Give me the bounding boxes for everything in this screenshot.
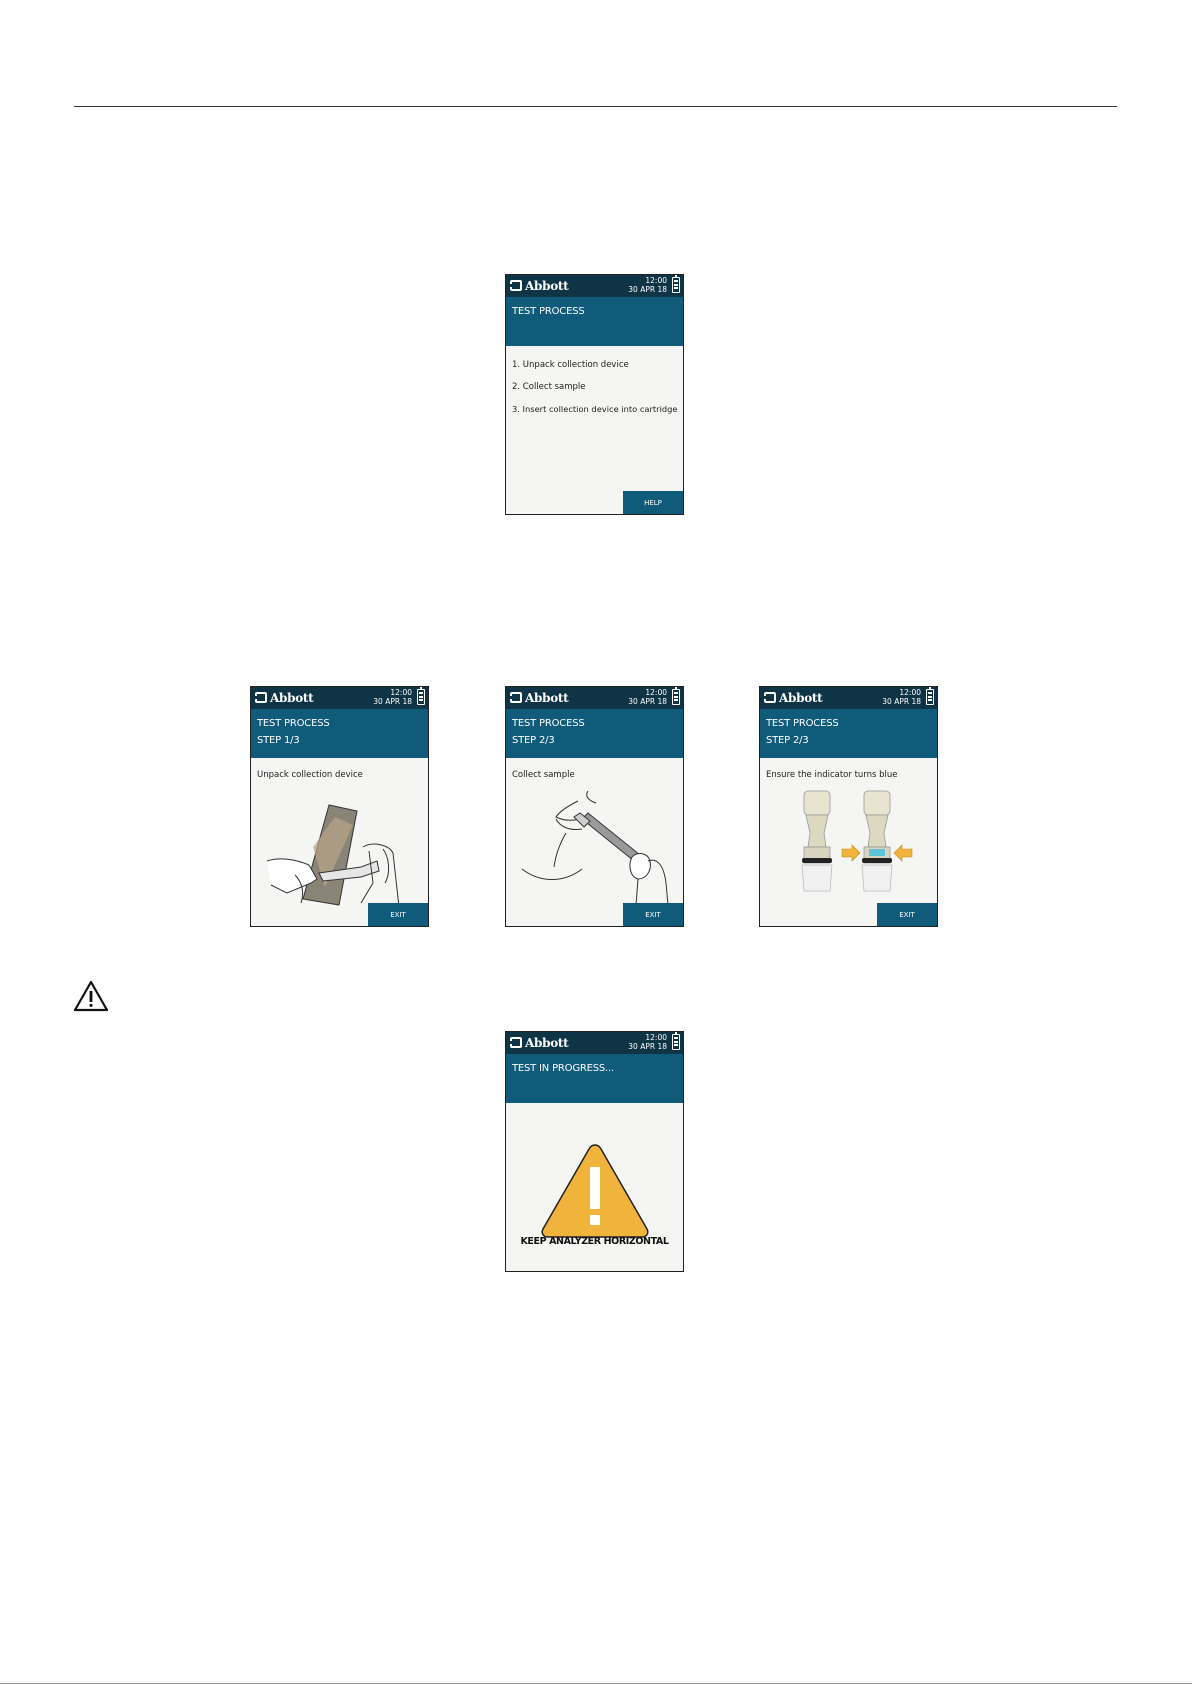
- battery-icon: [672, 1034, 680, 1050]
- step-item: 1. Unpack collection device: [512, 360, 629, 370]
- device-before: [802, 791, 832, 891]
- screen-test-in-progress: [505, 1031, 684, 1272]
- caution-triangle-icon: [73, 980, 109, 1012]
- help-button[interactable]: HELP: [623, 491, 683, 514]
- screen-title: TEST IN PROGRESS...: [512, 1063, 614, 1074]
- clock: [373, 689, 412, 706]
- date-label: 30 APR 18: [628, 284, 667, 294]
- battery-icon: [417, 689, 425, 705]
- instruction-text: Collect sample: [512, 770, 575, 780]
- status-bar: [506, 687, 683, 709]
- screen-title: TEST PROCESS: [257, 718, 330, 729]
- footer-rule: [0, 1683, 1192, 1684]
- screen-header: [506, 1054, 683, 1103]
- clock: [882, 689, 921, 706]
- arrow-right-icon: [842, 845, 860, 861]
- brand-label: Abbott: [525, 1035, 569, 1050]
- screen-header: [506, 297, 683, 346]
- clock: [628, 277, 667, 294]
- screen-header: [251, 709, 428, 758]
- exit-button[interactable]: EXIT: [623, 903, 683, 926]
- step-item: 3. Insert collection device into cartridge: [512, 404, 678, 414]
- abbott-logo-icon: [764, 690, 822, 705]
- time-label: 12:00: [645, 1033, 667, 1042]
- status-bar: [506, 275, 683, 297]
- unpack-pouch-illustration: [265, 787, 415, 907]
- step-counter: STEP 1/3: [257, 735, 300, 746]
- brand-label: Abbott: [779, 690, 823, 705]
- time-label: 12:00: [645, 688, 667, 697]
- screen-title: TEST PROCESS: [512, 718, 585, 729]
- battery-icon: [672, 689, 680, 705]
- screen-title: TEST PROCESS: [766, 718, 839, 729]
- indicator-blue-illustration: [780, 787, 920, 905]
- instruction-text: Unpack collection device: [257, 770, 363, 780]
- screen-title: TEST PROCESS: [512, 306, 585, 317]
- instruction-text: Ensure the indicator turns blue: [766, 770, 898, 780]
- abbott-logo-icon: [510, 1035, 568, 1050]
- date-label: 30 APR 18: [628, 696, 667, 706]
- screen-step-2-collect: [505, 686, 684, 927]
- device-after: [862, 791, 892, 891]
- exit-button[interactable]: EXIT: [877, 903, 937, 926]
- brand-label: Abbott: [270, 690, 314, 705]
- arrow-left-icon: [894, 845, 912, 861]
- step-counter: STEP 2/3: [766, 735, 809, 746]
- screen-step-2-indicator: [759, 686, 938, 927]
- header-rule: [74, 106, 1117, 107]
- abbott-logo-icon: [510, 278, 568, 293]
- abbott-logo-icon: [510, 690, 568, 705]
- time-label: 12:00: [390, 688, 412, 697]
- status-bar: [506, 1032, 683, 1054]
- status-bar: [251, 687, 428, 709]
- date-label: 30 APR 18: [628, 1041, 667, 1051]
- abbott-logo-icon: [255, 690, 313, 705]
- battery-icon: [672, 277, 680, 293]
- brand-label: Abbott: [525, 690, 569, 705]
- collect-sample-illustration: [520, 787, 670, 907]
- battery-icon: [926, 689, 934, 705]
- exit-button[interactable]: EXIT: [368, 903, 428, 926]
- warning-text: KEEP ANALYZER HORIZONTAL: [520, 1236, 669, 1247]
- status-bar: [760, 687, 937, 709]
- time-label: 12:00: [645, 276, 667, 285]
- date-label: 30 APR 18: [373, 696, 412, 706]
- screen-test-process-overview: [505, 274, 684, 515]
- step-counter: STEP 2/3: [512, 735, 555, 746]
- step-item: 2. Collect sample: [512, 382, 586, 392]
- screen-header: [760, 709, 937, 758]
- screen-header: [506, 709, 683, 758]
- clock: [628, 1034, 667, 1051]
- screen-step-1: [250, 686, 429, 927]
- brand-label: Abbott: [525, 278, 569, 293]
- warning-triangle-icon: [539, 1141, 651, 1241]
- clock: [628, 689, 667, 706]
- time-label: 12:00: [899, 688, 921, 697]
- date-label: 30 APR 18: [882, 696, 921, 706]
